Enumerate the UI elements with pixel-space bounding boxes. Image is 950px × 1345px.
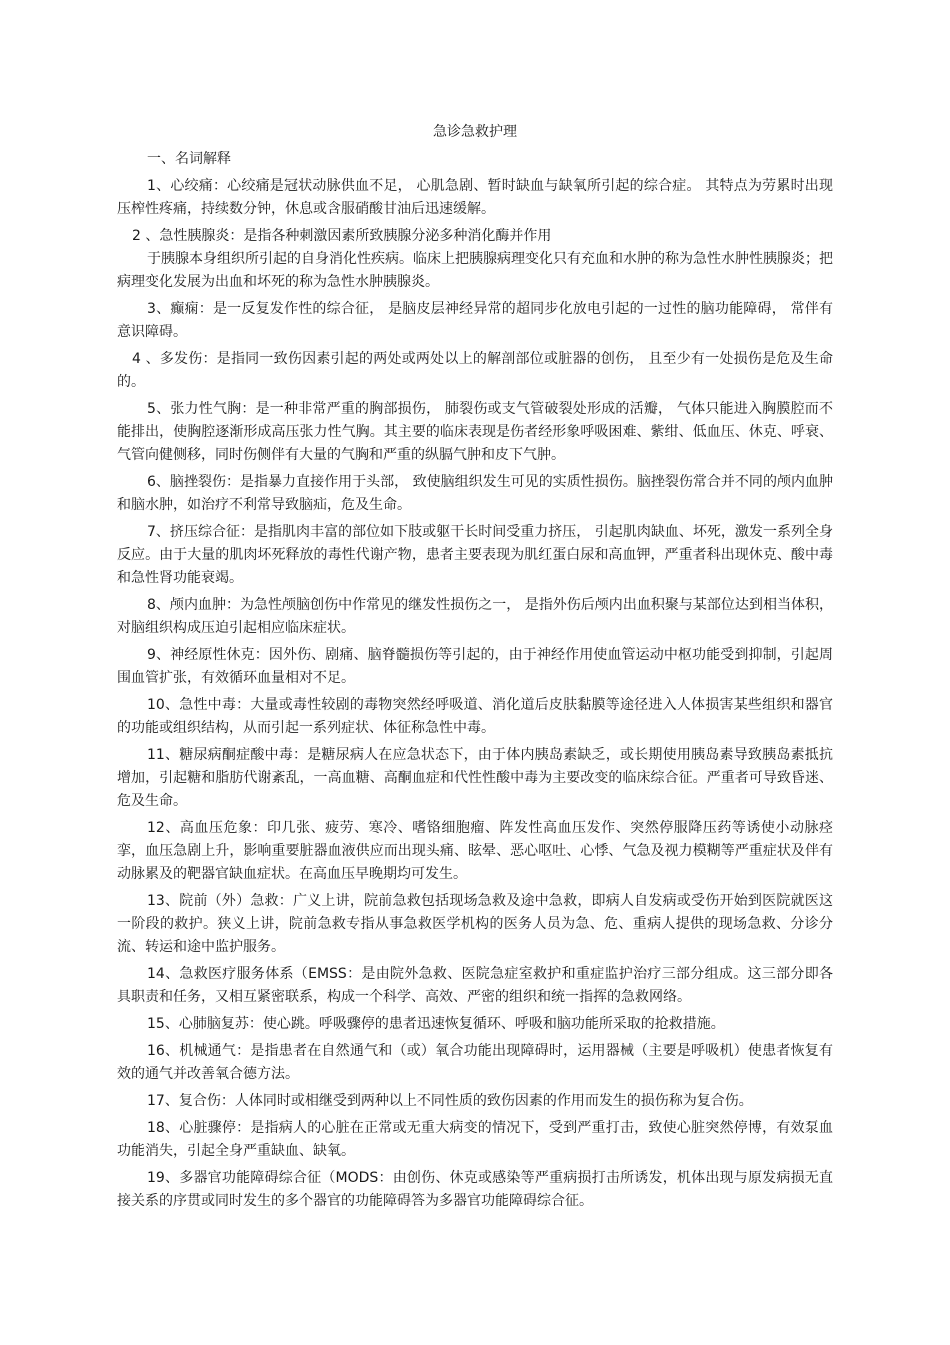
entry-1: 1、心绞痛：心绞痛是冠状动脉供血不足， 心肌急剧、暂时缺血与缺氧所引起的综合症。 其特点为劳累时出现压榨性疼痛，持续数分钟，休息或含服硝酸甘油后迅速缓解。 — [117, 178, 833, 217]
entry-13: 13、院前（外）急救：广义上讲，院前急救包括现场急救及途中急救，即病人自发病或受伤开始到医院就医这一阶段的救护。狭义上讲，院前急救专指从事急救医学机构的医务人员为急、危、重病人提供的现场急救、分诊分流、转运和途中监护服务。 — [117, 893, 833, 955]
section-heading: 一、名词解释 — [147, 151, 231, 167]
entry-9: 9、神经原性休克：因外伤、剧痛、脑脊髓损伤等引起的，由于神经作用使血管运动中枢功能受到抑制，引起周围血管扩张，有效循环血量相对不足。 — [117, 647, 833, 686]
entry-18: 18、心脏骤停：是指病人的心脏在正常或无重大病变的情况下，受到严重打击，致使心脏突然停博，有效泵血功能消失，引起全身严重缺血、缺氧。 — [117, 1120, 833, 1159]
entry-15: 15、心肺脑复苏：使心跳。呼吸骤停的患者迅速恢复循环、呼吸和脑功能所采取的抢救措施。 — [147, 1016, 725, 1032]
entry-2-continued: 于胰腺本身组织所引起的自身消化性疾病。临床上把胰腺病理变化只有充血和水肿的称为急性水肿性胰腺炎；把病理变化发展为出血和坏死的称为急性水肿胰腺炎。 — [117, 251, 833, 290]
entry-19: 19、多器官功能障碍综合征（MODS：由创伤、休克或感染等严重病损打击所诱发，机体出现与原发病损无直接关系的序贯或同时发生的多个器官的功能障碍答为多器官功能障碍综合征。 — [117, 1170, 833, 1209]
entry-6: 6、脑挫裂伤：是指暴力直接作用于头部， 致使脑组织发生可见的实质性损伤。脑挫裂伤常合并不同的颅内血肿和脑水肿，如治疗不利常导致脑疝，危及生命。 — [117, 474, 833, 513]
entry-5: 5、张力性气胸：是一种非常严重的胸部损伤， 肺裂伤或支气管破裂处形成的活瓣， 气体只能进入胸膜腔而不能排出，使胸腔逐渐形成高压张力性气胸。其主要的临床表现是伤者经形象呼吸困难、紫绀、低血压、休克、呼衰、气管向健侧移，同时伤侧伴有大量的气胸和严重的纵膈气肿和皮下气肿。 — [117, 401, 833, 463]
entry-3: 3、癫痫：是一反复发作性的综合征， 是脑皮层神经异常的超同步化放电引起的一过性的脑功能障碍， 常伴有意识障碍。 — [117, 301, 833, 340]
entry-12: 12、高血压危象：印几张、疲劳、寒冷、嗜铬细胞瘤、阵发性高血压发作、突然停服降压药等诱使小动脉痉挛，血压急剧上升，影响重要脏器血液供应而出现头痛、眩晕、恶心呕吐、心悸、气急及视力模糊等严重症状及伴有动脉累及的靶器官缺血症状。在高血压早晚期均可发生。 — [117, 820, 833, 882]
entry-11: 11、糖尿病酮症酸中毒：是糖尿病人在应急状态下，由于体内胰岛素缺乏，或长期使用胰岛素导致胰岛素抵抗增加，引起糖和脂肪代谢紊乱，一高血糖、高酮血症和代性性酸中毒为主要改变的临床综合征。严重者可导致昏迷、危及生命。 — [117, 747, 833, 809]
entry-16: 16、机械通气：是指患者在自然通气和（或）氧合功能出现障碍时，运用器械（主要是呼吸机）使患者恢复有效的通气并改善氧合德方法。 — [117, 1043, 833, 1082]
entry-2: 2 、急性胰腺炎：是指各种刺激因素所致胰腺分泌多种消化酶并作用 — [132, 228, 552, 244]
entry-7: 7、挤压综合征：是指肌肉丰富的部位如下肢或躯干长时间受重力挤压， 引起肌肉缺血、坏死，激发一系列全身反应。由于大量的肌肉坏死释放的毒性代谢产物，患者主要表现为肌红蛋白尿和高血钾，严重者科出现休克、酸中毒和急性肾功能衰竭。 — [117, 524, 833, 586]
entry-10: 10、急性中毒：大量或毒性较剧的毒物突然经呼吸道、消化道后皮肤黏膜等途径进入人体损害某些组织和器官的功能或组织结构，从而引起一系列症状、体征称急性中毒。 — [117, 697, 833, 736]
entry-14: 14、急救医疗服务体系（EMSS：是由院外急救、医院急症室救护和重症监护治疗三部分组成。这三部分即各具职责和任务，又相互紧密联系，构成一个科学、高效、严密的组织和统一指挥的急救网络。 — [117, 966, 833, 1005]
entry-8: 8、颅内血肿：为急性颅脑创伤中作常见的继发性损伤之一， 是指外伤后颅内出血积聚与某部位达到相当体积，对脑组织构成压迫引起相应临床症状。 — [117, 597, 833, 636]
entry-17: 17、复合伤：人体同时或相继受到两种以上不同性质的致伤因素的作用而发生的损伤称为复合伤。 — [147, 1093, 753, 1109]
entry-4: 4 、多发伤：是指同一致伤因素引起的两处或两处以上的解剖部位或脏器的创伤， 且至少有一处损伤是危及生命的。 — [117, 351, 833, 390]
document-title: 急诊急救护理 — [433, 124, 517, 140]
